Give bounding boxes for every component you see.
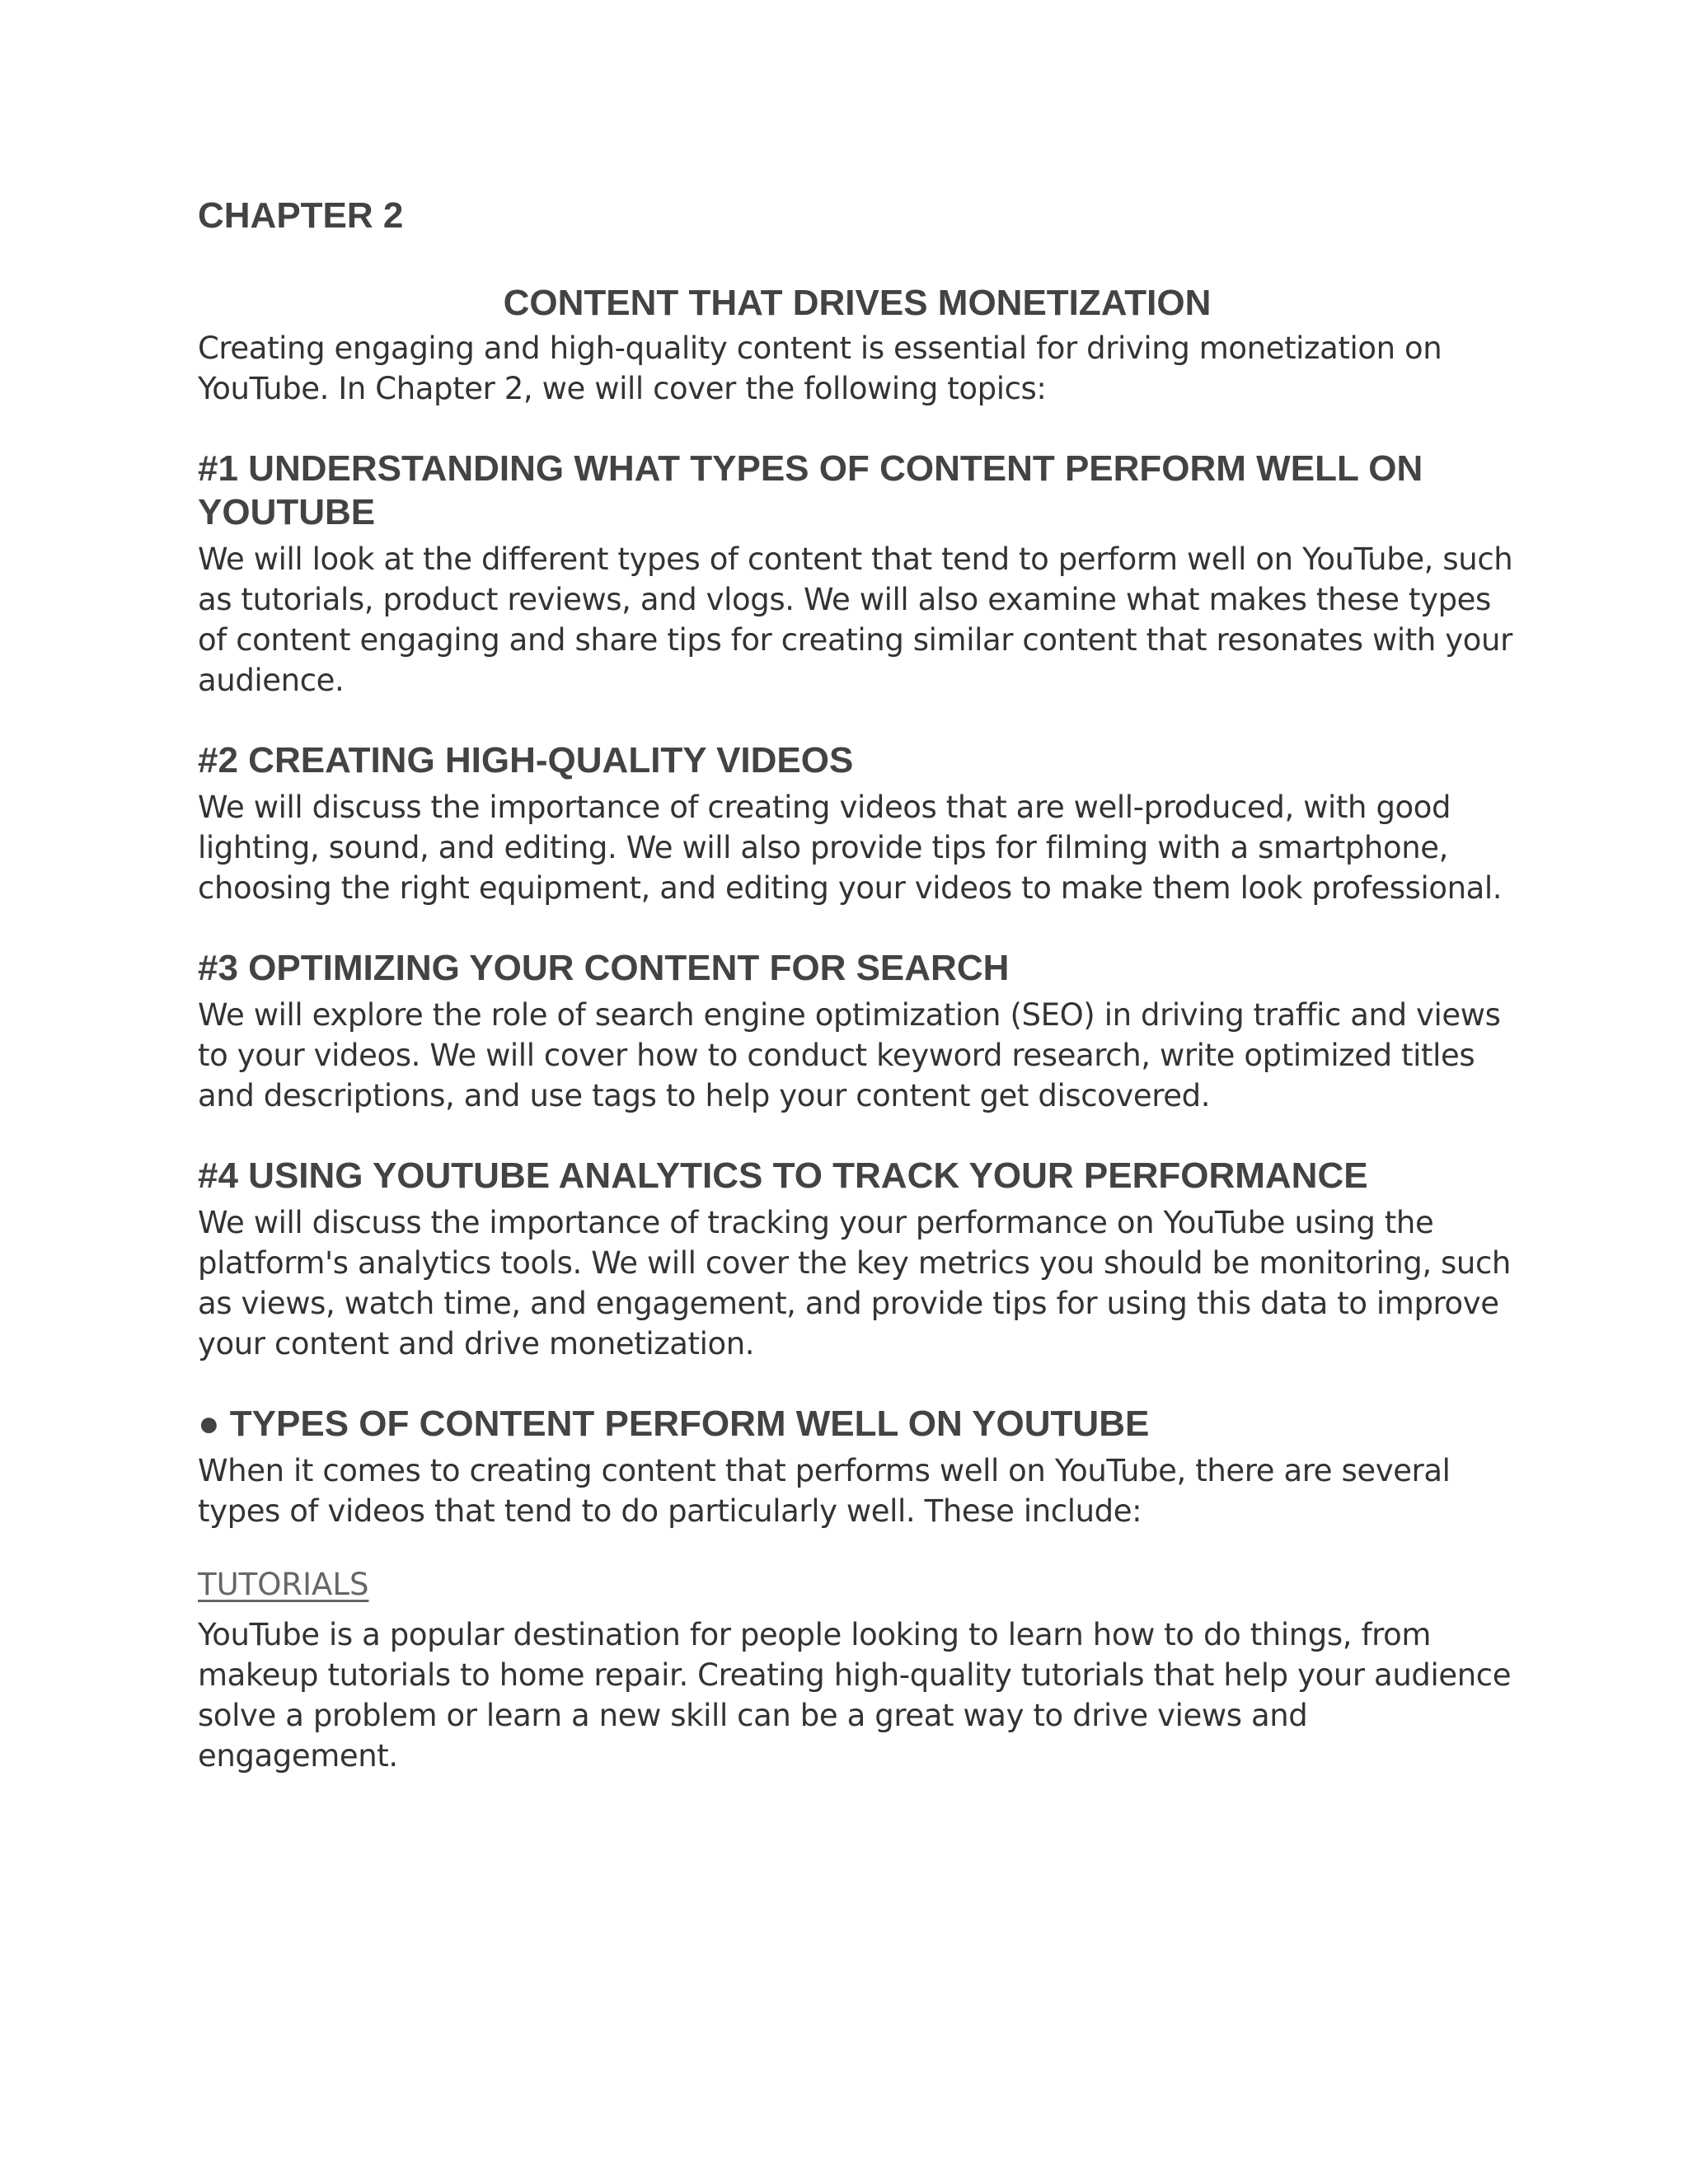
section-heading: #1 UNDERSTANDING WHAT TYPES OF CONTENT PERFORM WELL ON YOUTUBE — [198, 448, 1423, 532]
section-4 — [198, 1154, 1517, 1364]
tutorials-body: YouTube is a popular destination for people looking to learn how to do things, from makeup tutorials to home repair. Creating high-quality tutorials that help your audience solve a problem or learn a new skill can be a great way to drive views and engagement. — [198, 1617, 1512, 1774]
section-heading: #4 USING YOUTUBE ANALYTICS TO TRACK YOUR PERFORMANCE — [198, 1155, 1368, 1196]
section-2 — [198, 738, 1517, 908]
page-title: CONTENT THAT DRIVES MONETIZATION — [503, 283, 1212, 323]
section-1 — [198, 447, 1517, 701]
section-body: We will discuss the importance of tracking your performance on YouTube using the platform's analytics tools. We will cover the key metrics you should be monitoring, such as views, watch time, and engagement, and provide tips for using this data to improve your content and drive monetization. — [198, 1205, 1511, 1361]
chapter-label: CHAPTER 2 — [198, 195, 404, 236]
bullet-section-body: When it comes to creating content that performs well on YouTube, there are several types of videos that tend to do particularly well. These include: — [198, 1453, 1451, 1529]
section-3 — [198, 946, 1517, 1116]
section-body: We will discuss the importance of creating videos that are well-produced, with good lighting, sound, and editing. We will also provide tips for filming with a smartphone, choosing the right equipment, and editing your videos to make them look professional. — [198, 790, 1503, 906]
intro-paragraph: Creating engaging and high-quality content is essential for driving monetization on YouTube. In Chapter 2, we will cover the following topics: — [198, 330, 1442, 406]
section-body: We will look at the different types of content that tend to perform well on YouTube, such as tutorials, product reviews, and vlogs. We will also examine what makes these types of content engaging and share tips for creating similar content that resonates with your audience. — [198, 541, 1513, 698]
section-body: We will explore the role of search engine optimization (SEO) in driving traffic and views to your videos. We will cover how to conduct keyword research, write optimized titles and descriptions, and use tags to help your content get discovered. — [198, 997, 1501, 1113]
bullet-section — [198, 1402, 1517, 1531]
document-page — [198, 194, 1517, 1776]
tutorials-section — [198, 1564, 1517, 1776]
section-heading: #3 OPTIMIZING YOUR CONTENT FOR SEARCH — [198, 948, 1010, 988]
bullet-section-heading: ● TYPES OF CONTENT PERFORM WELL ON YOUTUBE — [198, 1404, 1150, 1444]
section-heading: #2 CREATING HIGH-QUALITY VIDEOS — [198, 740, 854, 780]
tutorials-heading: TUTORIALS — [198, 1567, 369, 1602]
